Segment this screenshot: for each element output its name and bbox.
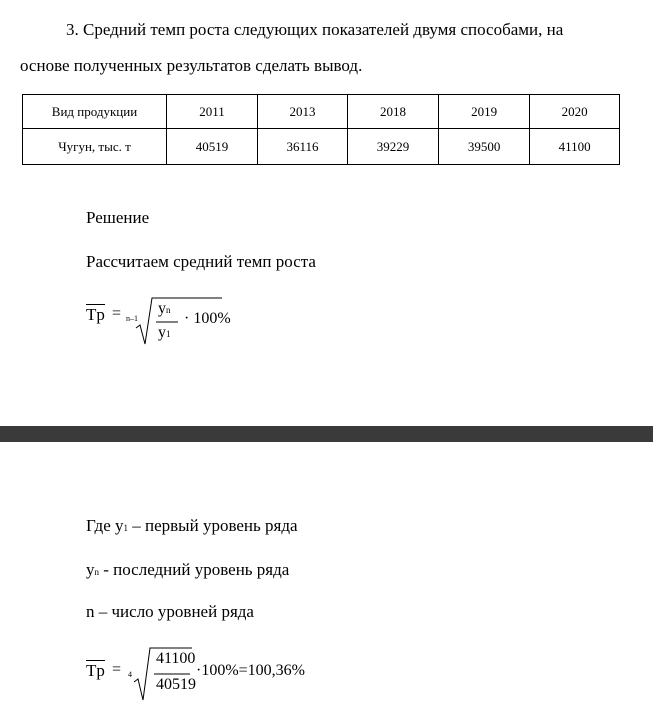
fraction-denominator: 40519 <box>156 676 196 693</box>
formula-lhs: Tp <box>86 661 105 680</box>
page-divider <box>0 426 653 442</box>
solution-intro: Рассчитаем средний темп роста <box>86 252 316 271</box>
header-cell-year: 2018 <box>347 95 438 129</box>
formula-equals: = <box>112 305 122 322</box>
header-cell-year: 2013 <box>258 95 348 129</box>
task-title-line2: основе полученных результатов сделать вывод. <box>20 56 363 75</box>
table-row <box>23 129 620 165</box>
root-index: 4 <box>128 670 132 679</box>
growth-rate-calculation <box>86 644 346 704</box>
row-label-cell: Чугун, тыс. т <box>23 129 167 165</box>
formula-multiplier: · 100% <box>184 310 231 327</box>
growth-rate-formula <box>86 294 266 350</box>
calculation-result: ·100%=100,36% <box>196 662 306 679</box>
value-cell: 39500 <box>439 129 530 165</box>
solution-heading: Решение <box>86 208 150 227</box>
fraction-numerator: 41100 <box>156 650 196 667</box>
value-cell: 36116 <box>258 129 348 165</box>
table-header-row <box>23 95 620 129</box>
legend-y1: Где у1 – первый уровень ряда <box>86 516 298 535</box>
production-table <box>22 94 620 165</box>
value-cell: 40519 <box>167 129 258 165</box>
value-cell: 39229 <box>347 129 438 165</box>
legend-yn: уn - последний уровень ряда <box>86 560 290 579</box>
formula-equals: = <box>112 661 122 678</box>
header-cell-year: 2011 <box>167 95 258 129</box>
legend-n: n – число уровней ряда <box>86 602 254 621</box>
header-cell-product: Вид продукции <box>23 95 167 129</box>
fraction-numerator: yn <box>158 300 171 317</box>
task-title-line1: 3. Средний темп роста следующих показателей двумя способами, на <box>66 20 564 39</box>
header-cell-year: 2020 <box>530 95 620 129</box>
fraction-denominator: y1 <box>158 324 171 341</box>
root-index: n–1 <box>126 314 138 323</box>
header-cell-year: 2019 <box>439 95 530 129</box>
formula-lhs: Tp <box>86 305 105 324</box>
value-cell: 41100 <box>530 129 620 165</box>
